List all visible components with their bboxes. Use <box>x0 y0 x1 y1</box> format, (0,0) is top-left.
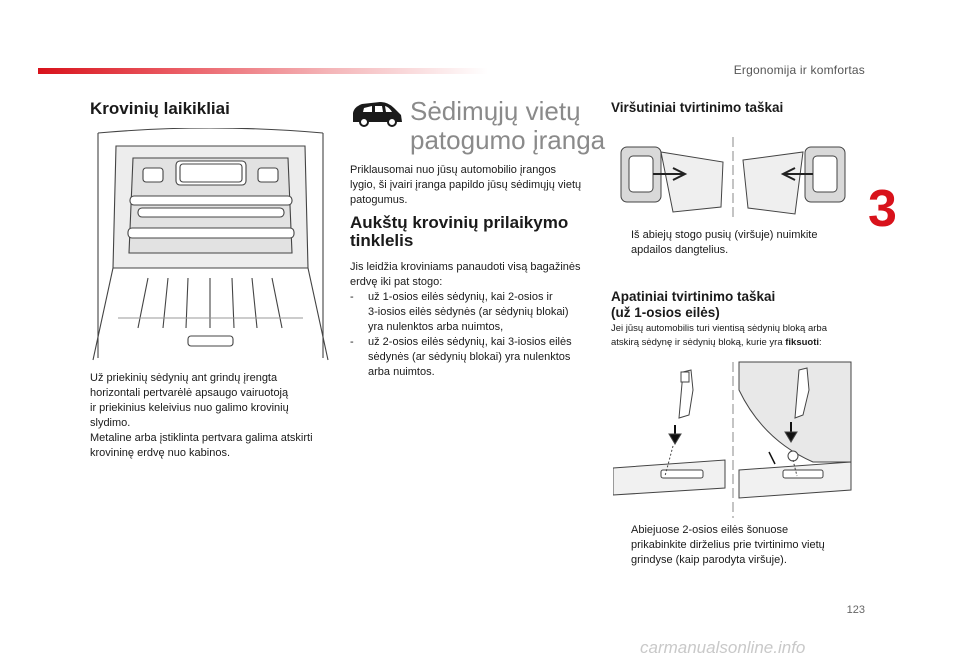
text-line: prikabinkite dirželius prie tvirtinimo vietų <box>631 539 825 551</box>
dash-marker: - <box>350 291 354 303</box>
seat-comfort-title <box>410 97 605 155</box>
lower-anchor-instruction <box>613 523 863 568</box>
section-title: Ergonomija ir komfortas <box>733 63 865 77</box>
text-line: Iš abiejų stogo pusių (viršuje) nuimkite <box>631 229 818 241</box>
dash-marker: - <box>350 336 354 348</box>
text-line: sėdynės (ar sėdynių blokai) yra nulenktos <box>368 351 571 363</box>
text-line: Už priekinių sėdynių ant grindų įrengta <box>90 372 278 384</box>
text-line: už 1-osios eilės sėdynių, kai 2-osios ir <box>368 291 553 303</box>
upper-anchor-illustration <box>613 132 853 222</box>
seat-comfort-intro <box>350 163 600 208</box>
text-line: patogumus. <box>350 194 408 206</box>
cargo-holders-description <box>90 371 340 461</box>
header-accent-bar <box>38 68 488 74</box>
text-line: grindyse (kaip parodyta viršuje). <box>631 554 787 566</box>
chapter-number: 3 <box>868 180 897 238</box>
lower-anchor-title <box>611 289 775 321</box>
title-line: patogumo įranga <box>410 125 606 155</box>
van-icon <box>350 98 405 128</box>
text-line: slydimo. <box>90 417 131 429</box>
text-line: Metaline arba įstiklinta pertvara galima atskirti <box>90 432 313 444</box>
title-line: (už 1-osios eilės) <box>611 305 720 320</box>
text-line: horizontali pertvarėlė apsaugo vairuotoją <box>90 387 289 399</box>
lower-anchor-illustration <box>613 360 853 520</box>
text-line: Priklausomai nuo jūsų automobilio įrangos <box>350 164 557 176</box>
cargo-net-body <box>350 260 610 380</box>
page-number: 123 <box>846 604 865 616</box>
text-line: Jei jūsų automobilis turi vientisą sėdynių bloką arba <box>611 323 827 334</box>
text-line: Jis leidžia kroviniams panaudoti visą bagažinės <box>350 261 581 273</box>
list-item <box>350 335 610 380</box>
watermark: carmanualsonline.info <box>640 638 806 657</box>
list-item <box>350 290 610 335</box>
text-line: ir priekinius keleivius nuo galimo krovinių <box>90 402 289 414</box>
pointer-icon <box>613 228 631 258</box>
cargo-area-illustration <box>88 128 333 363</box>
text-line: yra nulenktos arba nuimtos, <box>368 321 504 333</box>
text-line: už 2-osios eilės sėdynių, kai 3-iosios eilės <box>368 336 572 348</box>
text-line: krovininę erdvę nuo kabinos. <box>90 447 231 459</box>
cargo-holders-title: Krovinių laikikliai <box>90 99 230 118</box>
lower-anchor-note <box>611 322 861 350</box>
text-line: lygio, ši įvairi įranga papildo jūsų sėdimųjų vietų <box>350 179 582 191</box>
text-line: erdvę iki pat stogo: <box>350 276 443 288</box>
text-line: Abiejuose 2-osios eilės šonuose <box>631 524 789 536</box>
text-line: atskirą sėdynę ir sėdynių bloką, kurie yra <box>611 337 786 348</box>
punctuation: : <box>819 337 822 348</box>
pointer-icon <box>613 523 631 568</box>
title-line: Apatiniai tvirtinimo taškai <box>611 289 776 304</box>
title-line: Sėdimųjų vietų <box>410 96 581 126</box>
bold-term: fiksuoti <box>785 337 820 348</box>
text-line: arba nuimtos. <box>368 366 435 378</box>
cargo-net-title <box>350 214 568 250</box>
title-line: Aukštų krovinių prilaikymo <box>350 213 569 232</box>
upper-anchor-instruction <box>613 228 853 258</box>
text-line: 3-iosios eilės sėdynės (ar sėdynių blokai) <box>368 306 569 318</box>
text-line: apdailos dangtelius. <box>631 244 729 256</box>
upper-anchor-title: Viršutiniai tvirtinimo taškai <box>611 100 784 115</box>
title-line: tinklelis <box>350 231 414 250</box>
